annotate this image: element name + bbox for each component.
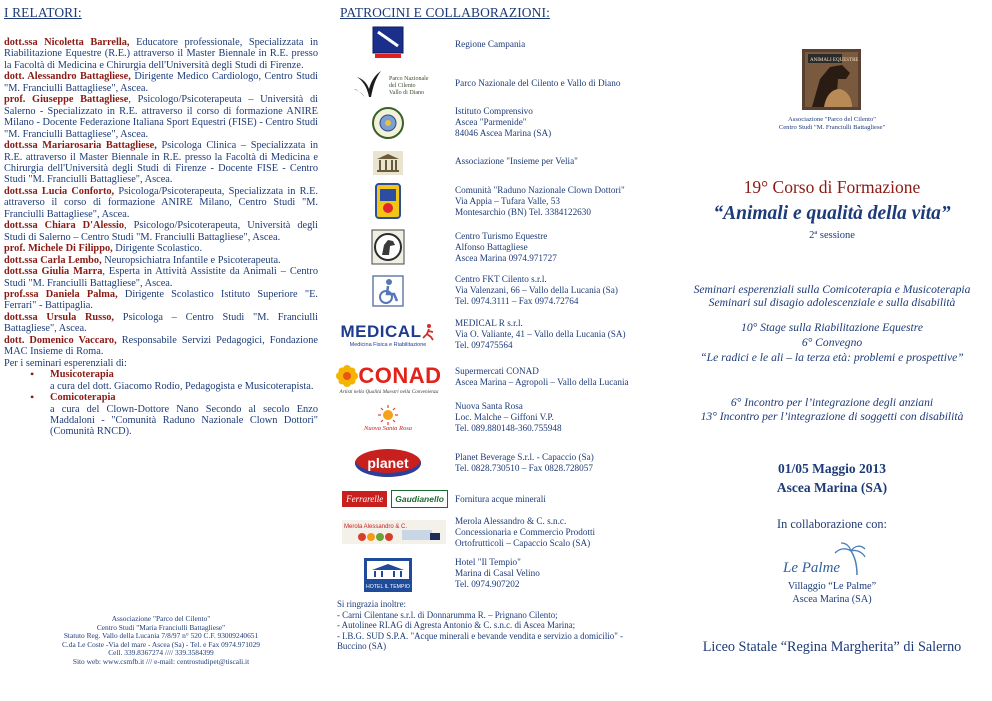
relatore-entry xyxy=(4,140,318,186)
relatore-name: prof.ssa Daniela Palma, xyxy=(4,288,118,300)
plant-emblem-icon xyxy=(353,67,429,99)
patron-text xyxy=(455,494,665,505)
patron-line: Tel. 0974.3111 – Fax 0974.72764 xyxy=(455,295,579,306)
patron-text xyxy=(455,156,665,167)
hotel-wordmark: HOTEL IL TEMPIO xyxy=(366,584,410,590)
relatore-entry xyxy=(4,94,318,140)
relatore-entry xyxy=(4,186,318,220)
book-cover-image xyxy=(802,49,861,110)
daisy-icon xyxy=(336,365,358,387)
patron-line: Regione Campania xyxy=(455,39,526,49)
patron-line: 84046 Ascea Marina (SA) xyxy=(455,127,552,138)
villaggio-line: Villaggio “Le Palme” xyxy=(787,581,877,592)
patron-text xyxy=(455,366,665,388)
seminario-desc: a cura del dott. Giacomo Rodio, Pedagogista e Musicoterapista. xyxy=(50,380,314,392)
merola-wordmark: Merola Alessandro & C. xyxy=(344,524,408,530)
conad-slogan: Artisti nella Qualità Maestri nella Convenienza xyxy=(339,389,439,395)
fruit-truck-icon xyxy=(342,520,446,544)
caption-line: Centro Studi "M. Franciulli Battagliese" xyxy=(778,123,886,131)
patron-text xyxy=(455,516,665,548)
runner-icon xyxy=(421,323,435,341)
planet-wordmark: planet xyxy=(367,455,409,471)
patron-line: Centro FKT Cilento s.r.l. xyxy=(455,274,547,284)
clown-dottori-logo xyxy=(337,183,439,219)
relatore-entry xyxy=(4,289,318,312)
thanks-note xyxy=(337,599,637,652)
relatore-name: dott.ssa Mariarosaria Battagliese, xyxy=(4,140,157,152)
relatore-desc: , Esperta in Attività Assistite da Animali – Centro Studi "M. Franciulli Battagliese", Ascea. xyxy=(4,266,318,289)
patron-line: Loc. Malche – Giffoni V.P. xyxy=(455,411,554,422)
patron-text xyxy=(455,274,665,306)
collaboration-label: In collaborazione con: xyxy=(777,517,887,531)
parco-cilento-logo xyxy=(337,66,439,100)
ferrarelle-badge: Ferrarelle xyxy=(342,491,387,507)
relatore-name: dott. Alessandro Battagliese, xyxy=(4,71,131,83)
event-place: Ascea Marina (SA) xyxy=(776,480,888,495)
patron-text xyxy=(455,231,665,263)
patron-line: Marina di Casal Velino xyxy=(455,567,540,578)
palm-tree-icon xyxy=(773,541,891,579)
seminario-label: Comicoterapia xyxy=(50,392,116,404)
seminario-item xyxy=(30,369,318,392)
patron-text xyxy=(455,557,665,589)
centro-turismo-equestre-logo xyxy=(337,229,439,265)
patron-line: Tel. 0974.907202 xyxy=(455,578,520,589)
relatore-name: dott.ssa Giulia Marra xyxy=(4,266,103,278)
relatore-desc: Educatore professionale, Specializzata in Riabilitazione Equestre (R.E.) attraverso il Master Biennale in R.E. presso la Facoltà di Medicina e Chirurgia dell'Università degli Studi di Firenze. xyxy=(4,37,319,71)
relatore-entry xyxy=(4,37,318,71)
session-label: 2ª sessione xyxy=(809,230,855,241)
patrocini-column xyxy=(337,0,659,701)
course-subtitle: “Animali e qualità della vita” xyxy=(713,203,951,224)
hotel-il-tempio-logo xyxy=(337,557,439,593)
sun-icon xyxy=(377,405,399,425)
relatore-desc: Dirigente Scolastico Istituto Superiore "E. Ferrari" - Battipaglia. xyxy=(4,288,318,312)
patron-line: Fornitura acque minerali xyxy=(455,494,546,504)
course-title: 19° Corso di Formazione xyxy=(743,177,921,197)
conad-wordmark: CONAD xyxy=(358,363,442,388)
relatore-name: dott.ssa Chiara D'Alessio xyxy=(4,220,125,232)
patron-text xyxy=(455,452,665,474)
patron-line: Ascea Marina – Agropoli – Vallo della Lucania xyxy=(455,376,629,387)
gaudianello-badge: Gaudianello xyxy=(391,490,448,508)
cover-association-caption xyxy=(672,116,992,132)
patron-line: Nuova Santa Rosa xyxy=(455,401,523,411)
relatori-column xyxy=(4,0,318,701)
patron-line: MEDICAL R s.r.l. xyxy=(455,318,523,328)
patron-line: Centro Turismo Equestre xyxy=(455,231,548,241)
thanks-line: - Autolinee RI.AG di Agresta Antonio & C. s.n.c. di Ascea Marina; xyxy=(337,620,576,631)
cover-column xyxy=(672,0,992,701)
relatore-name: prof. Giuseppe Battagliese xyxy=(4,94,129,106)
relatore-name: dott. Domenico Vaccaro, xyxy=(4,334,117,346)
footer-line: Statuto Reg. Vallo della Lucania 7/8/97 n° 520 C.F. 93009240651 xyxy=(63,631,259,641)
relatore-name: dott.ssa Ursula Russo, xyxy=(4,311,114,323)
relatore-desc: Dirigente Medico Cardiologo, Centro Studi "M. Franciulli Battagliese", Ascea. xyxy=(4,71,318,94)
nuova-santa-rosa-logo xyxy=(337,400,439,436)
patron-line: Via Valenzani, 66 – Vallo della Lucania (Sa) xyxy=(455,284,618,295)
convegno-line: 6° Convegno xyxy=(801,336,863,349)
medical-wordmark: MEDICAL xyxy=(340,322,422,341)
patron-line: Ascea "Parmenide" xyxy=(455,116,527,127)
seminari-line: Seminari esperenziali sulla Comicoterapia e Musicoterapia xyxy=(693,283,971,296)
seminari-line: Seminari sul disagio adolescenziale e sulla disabilità xyxy=(708,296,956,309)
radici-line: “Le radici e le ali – la terza età: problemi e prospettive” xyxy=(700,351,964,364)
seminari-intro: Per i seminari esperenziali di: xyxy=(4,357,127,369)
relatore-entry xyxy=(4,335,318,358)
patron-line: Ascea Marina 0974.971727 xyxy=(455,252,557,263)
patron-line: Tel. 089.880148-360.755948 xyxy=(455,422,562,433)
insieme-per-velia-logo xyxy=(337,150,439,176)
ferrarelle-gaudianello-logo xyxy=(341,488,449,510)
relatore-desc: , Psicologo/Psicoterapeuta – Università di Salerno - Specializzato in R.E. attraverso il corso di formazione ANIRE Milano - Docente Federazione Italiana Sport Equestri (FISE) - Centro Studi "M. Franciulli Battagliese", Ascea. xyxy=(4,94,318,140)
horse-book-icon xyxy=(802,49,861,110)
patron-text xyxy=(455,401,665,433)
relatore-name: dott.ssa Nicoletta Barrella, xyxy=(4,37,130,48)
seminario-desc: a cura del Clown-Dottore Nano Secondo al secolo Enzo Maddaloni - "Comunità Raduno Nazionale Clown Dottori" (Comunità RNCD). xyxy=(50,403,318,438)
relatore-entry xyxy=(4,312,318,335)
footer-line: Centro Studi "Maria Franciulli Battagliese" xyxy=(96,622,226,632)
patron-text xyxy=(455,78,665,89)
relatore-desc: Responsabile Servizi Pedagogici, Fondazione MAC Insieme di Roma. xyxy=(4,334,318,358)
patron-line: Via Appia – Tufara Valle, 53 xyxy=(455,195,560,206)
relatore-name: prof. Michele Di Filippo, xyxy=(4,243,113,255)
planet-logo xyxy=(337,447,439,479)
relatore-desc: , Psicologo/Psicoterapeuta, Università degli Studi di Salerno – Centro Studi "M. Franciulli Battagliese", Ascea. xyxy=(4,220,318,243)
svg-text:del Cilento: del Cilento xyxy=(389,83,416,89)
stage-line: 10° Stage sulla Riabilitazione Equestre xyxy=(741,321,923,334)
relatori-list xyxy=(4,37,318,438)
patron-text xyxy=(455,318,665,350)
centro-fkt-logo xyxy=(337,274,439,308)
patron-line: Tel. 097475564 xyxy=(455,339,513,350)
incontro-line: 13° Incontro per l’integrazione di soggetti con disabilità xyxy=(700,410,964,423)
patron-text xyxy=(455,185,665,217)
thanks-line: - I.B.G. SUD S.P.A. "Acque minerali e bevande vendita e servizio a domicilio" - Buccino (SA) xyxy=(337,630,624,652)
seminario-label: Musicoterapia xyxy=(50,369,114,381)
relatore-name: dott.ssa Lucia Conforto, xyxy=(4,185,115,197)
patrocini-heading: PATROCINI E COLLABORAZIONI: xyxy=(340,5,550,20)
wheelchair-icon xyxy=(372,275,404,307)
istituto-parmenide-logo xyxy=(337,106,439,140)
patron-line: Montesarchio (BN) Tel. 3384122630 xyxy=(455,206,591,217)
relatore-entry xyxy=(4,266,318,289)
medical-subtitle: Medicina Fisica e Riabilitazione xyxy=(349,342,427,348)
relatore-entry xyxy=(4,243,318,254)
patron-line: Hotel "Il Tempio" xyxy=(455,557,521,567)
patron-line: Concessionaria e Commercio Prodotti xyxy=(455,526,596,537)
relatore-desc: Neuropsichiatra Infantile e Psicoterapeuta. xyxy=(101,254,281,266)
le-palme-wordmark: Le Palme xyxy=(783,560,841,576)
regione-campania-logo xyxy=(337,26,439,60)
event-dates: 01/05 Maggio 2013 xyxy=(778,461,886,476)
villaggio-caption xyxy=(672,581,992,606)
medical-logo xyxy=(337,317,439,353)
footer-line: Cell. 339.8367274 //// 339.3584399 xyxy=(108,648,214,658)
relatori-heading: I RELATORI: xyxy=(4,5,82,20)
footer-line: Sito web: www.csmfb.it /// e-mail: centrostudipet@tiscali.it xyxy=(72,656,250,666)
merola-logo xyxy=(341,515,447,549)
caption-line: Associazione "Parco del Cilento" xyxy=(788,116,876,123)
patron-line: Planet Beverage S.r.l. - Capaccio (Sa) xyxy=(455,452,594,462)
patron-line: Ortofrutticoli – Capaccio Scalo (SA) xyxy=(455,537,591,548)
patron-line: Tel. 0828.730510 – Fax 0828.728057 xyxy=(455,462,593,473)
incontro-line: 6° Incontro per l’integrazione degli anziani xyxy=(730,396,934,409)
patron-text xyxy=(455,106,665,138)
relatore-desc: Psicologa – Centro Studi "M. Franciulli Battagliese", Ascea. xyxy=(4,311,318,335)
patron-line: Parco Nazionale del Cilento e Vallo di Diano xyxy=(455,78,621,88)
footer-line: C.da Le Coste -Via del mare - Ascea (Sa) - Tel. e Fax 0974.971029 xyxy=(62,639,260,649)
nuova-santa-rosa-wordmark: Nuova Santa Rosa xyxy=(363,424,413,432)
hotel-emblem-icon xyxy=(364,558,412,592)
conad-logo xyxy=(333,362,445,396)
patron-line: Alfonso Battagliese xyxy=(455,241,528,252)
footer-line: Associazione "Parco del Cilento" xyxy=(111,614,211,623)
villaggio-line: Ascea Marina (SA) xyxy=(792,593,872,605)
book-title: ANIMALI EQUESTRE xyxy=(810,58,859,63)
patron-line: Istituto Comprensivo xyxy=(455,106,533,116)
svg-text:Vallo di Diano: Vallo di Diano xyxy=(389,90,424,96)
svg-text:Parco Nazionale: Parco Nazionale xyxy=(389,76,429,82)
relatore-entry xyxy=(4,255,318,266)
relatore-entry xyxy=(4,71,318,94)
association-footer xyxy=(4,615,318,667)
clown-badge-icon xyxy=(375,183,401,219)
seminari-list xyxy=(4,369,318,438)
coat-of-arms-icon xyxy=(372,26,404,60)
patron-line: Via O. Valiante, 41 – Vallo della Lucania (SA) xyxy=(455,328,626,339)
school-seal-icon xyxy=(371,106,405,140)
relatore-entry xyxy=(4,220,318,243)
patron-text xyxy=(455,39,665,50)
patron-line: Associazione "Insieme per Velia" xyxy=(455,156,578,166)
le-palme-logo xyxy=(773,541,891,579)
thanks-intro: Si ringrazia inoltre: xyxy=(337,599,407,609)
horse-seal-icon xyxy=(371,229,405,265)
patron-line: Merola Alessandro & C. s.n.c. xyxy=(455,516,567,526)
relatore-name: dott.ssa Carla Lembo, xyxy=(4,254,102,266)
temple-icon xyxy=(373,151,403,175)
relatore-desc: Dirigente Scolastico. xyxy=(112,243,203,255)
thanks-line: - Carni Cilentane s.r.l. di Donnarumma R. – Prignano Cilento; xyxy=(337,609,558,620)
patron-line: Supermercati CONAD xyxy=(455,366,539,376)
liceo-line: Liceo Statale “Regina Margherita” di Salerno xyxy=(702,639,962,655)
relatore-desc: Psicologa/Psicoterapeuta, Specializzata in R.E. attraverso il corso di formazione ANIRE Milano, Centro Studi "M. Franciulli Battagliese", Ascea. xyxy=(4,185,319,220)
seminario-item xyxy=(30,392,318,438)
relatore-desc: Psicologa Clinica – Specializzata in R.E. attraverso il Master Biennale in R.E. presso la Facoltà di Medicina e Chirurgia dell'Università degli Studi di Firenze - Docente FISE - Centro Studi "M. Franciulli Battagliese", Ascea. xyxy=(4,140,319,186)
patron-line: Comunità "Raduno Nazionale Clown Dottori" xyxy=(455,185,625,195)
